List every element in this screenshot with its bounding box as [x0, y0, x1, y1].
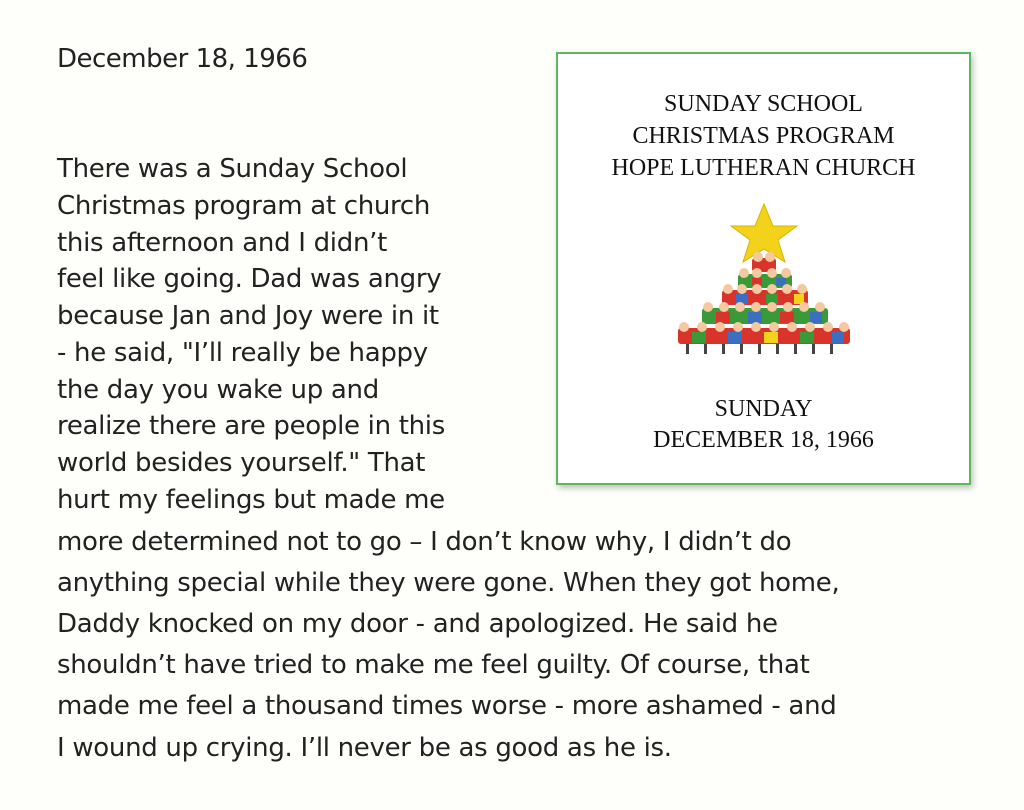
journal-line: There was a Sunday School: [57, 154, 408, 184]
program-title-line: SUNDAY SCHOOL: [664, 91, 863, 117]
program-footer-line: DECEMBER 18, 1966: [653, 427, 874, 453]
journal-line: more determined not to go – I don’t know why, I didn’t do: [57, 527, 792, 557]
journal-line: the day you wake up and: [57, 375, 379, 405]
journal-line: made me feel a thousand times worse - more ashamed - and: [57, 691, 837, 721]
star-icon: [731, 204, 797, 262]
children-figures: [678, 252, 850, 354]
journal-line: because Jan and Joy were in it: [57, 301, 439, 331]
journal-line: hurt my feelings but made me: [57, 485, 445, 515]
christmas-tree-illustration: [642, 202, 887, 362]
journal-line: feel like going. Dad was angry: [57, 264, 442, 294]
journal-line: realize there are people in this: [57, 411, 445, 441]
journal-line: shouldn’t have tried to make me feel guilty. Of course, that: [57, 650, 810, 680]
journal-line: Daddy knocked on my door - and apologized. He said he: [57, 609, 778, 639]
journal-line: - he said, "I’ll really be happy: [57, 338, 428, 368]
program-footer-line: SUNDAY: [714, 396, 813, 422]
journal-line: this afternoon and I didn’t: [57, 228, 387, 258]
program-title-line: HOPE LUTHERAN CHURCH: [611, 155, 916, 181]
program-title-line: CHRISTMAS PROGRAM: [632, 123, 895, 149]
program-card: [556, 52, 971, 485]
journal-line: anything special while they were gone. When they got home,: [57, 568, 840, 598]
journal-line: world besides yourself." That: [57, 448, 426, 478]
journal-line: I wound up crying. I’ll never be as good as he is.: [57, 733, 672, 763]
journal-date: December 18, 1966: [57, 44, 308, 74]
journal-line: Christmas program at church: [57, 191, 431, 221]
